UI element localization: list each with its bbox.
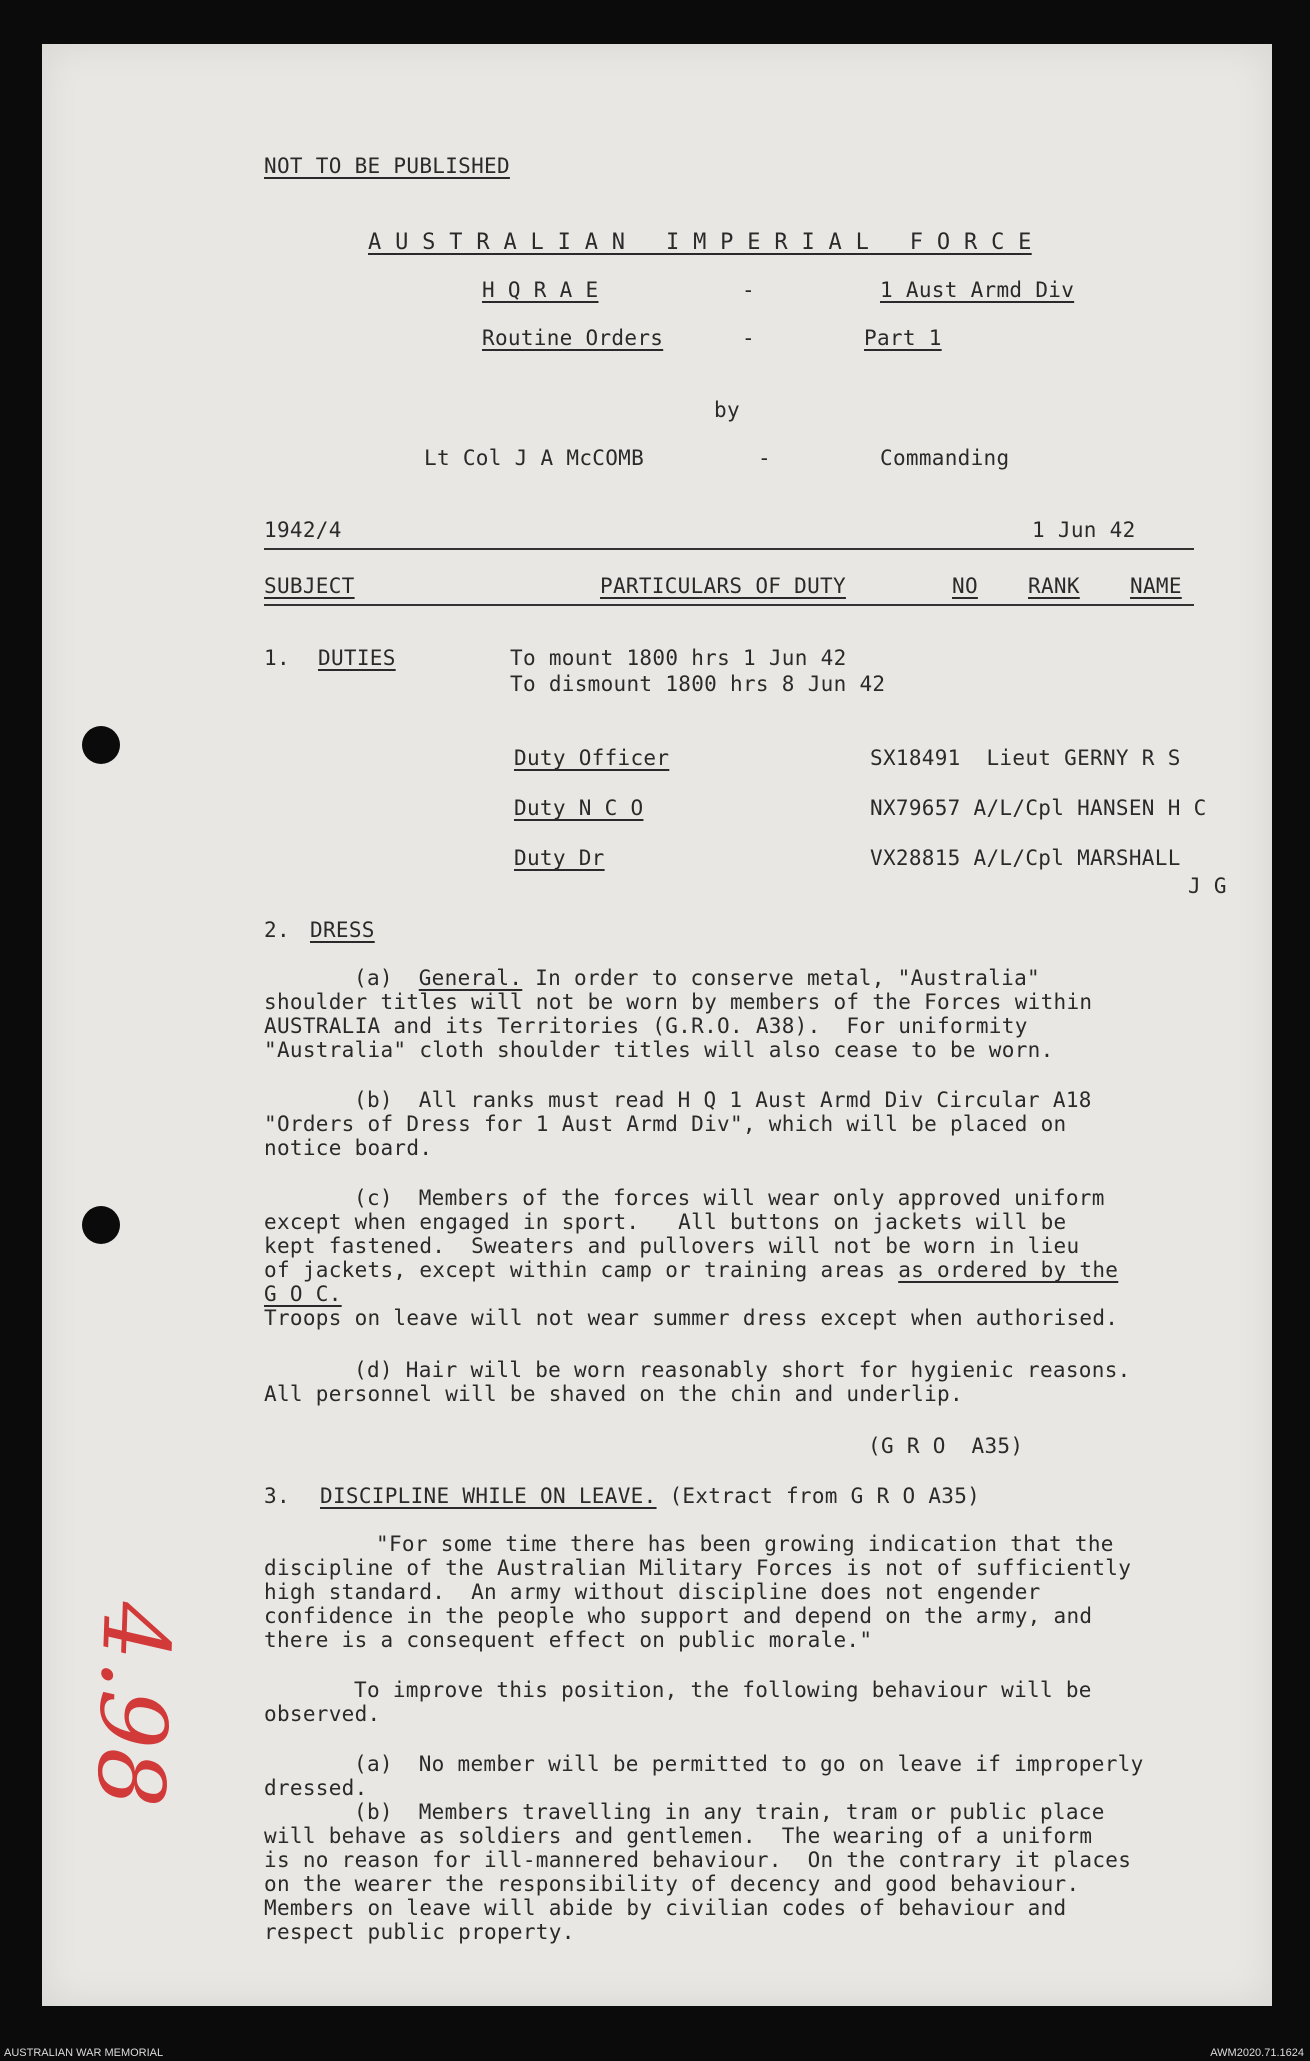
discipline-intro-line: To improve this position, the following behaviour will be [354, 1678, 1092, 1702]
discipline-quote-line: "For some time there has been growing indication that the [376, 1532, 1114, 1556]
discipline-heading: DISCIPLINE WHILE ON LEAVE. (Extract from G R O A35) [320, 1484, 981, 1508]
duties-title: DUTIES [318, 646, 396, 670]
punch-hole [82, 1206, 120, 1244]
discipline-quote-line: discipline of the Australian Military Forces is not of sufficiently [264, 1556, 1132, 1580]
dress-title: DRESS [310, 918, 375, 942]
punch-hole [82, 726, 120, 764]
dress-number: 2. [264, 918, 290, 942]
discipline-b-line: (b) Members travelling in any train, tram or public place [354, 1800, 1105, 1824]
duty-entry: VX28815 A/L/Cpl MARSHALL [870, 846, 1181, 870]
discipline-b-line: is no reason for ill-mannered behaviour. On the contrary it places [264, 1848, 1132, 1872]
dress-c-line: G O C. [264, 1282, 342, 1306]
column-name: NAME [1130, 574, 1182, 598]
discipline-quote-line: high standard. An army without discipline does not engender [264, 1580, 1041, 1604]
discipline-b-line: Members on leave will abide by civilian codes of behaviour and [264, 1896, 1067, 1920]
hq-dash: - [742, 278, 755, 302]
document-page [42, 44, 1272, 2006]
discipline-b-line: respect public property. [264, 1920, 575, 1944]
duties-dismount: To dismount 1800 hrs 8 Jun 42 [510, 672, 886, 696]
discipline-b-line: on the wearer the responsibility of decency and good behaviour. [264, 1872, 1080, 1896]
discipline-number: 3. [264, 1484, 290, 1508]
order-date: 1 Jun 42 [1032, 518, 1136, 542]
hq-division: 1 Aust Armd Div [880, 278, 1075, 302]
commander-name: Lt Col J A McCOMB [424, 446, 645, 470]
dress-c-line: Troops on leave will not wear summer dress except when authorised. [264, 1306, 1119, 1330]
columns-rule [264, 604, 1194, 606]
duty-entry: SX18491 Lieut GERNY R S [870, 746, 1181, 770]
column-subject: SUBJECT [264, 574, 355, 598]
discipline-intro-line: observed. [264, 1702, 381, 1726]
duty-role: Duty Dr [514, 846, 605, 870]
dress-c-line: except when engaged in sport. All buttons on jackets will be [264, 1210, 1067, 1234]
discipline-a-line: dressed. [264, 1776, 368, 1800]
dress-c-line: kept fastened. Sweaters and pullovers will not be worn in lieu [264, 1234, 1080, 1258]
not-published-heading: NOT TO BE PUBLISHED [264, 154, 510, 178]
header-rule [264, 548, 1194, 550]
discipline-quote-line: confidence in the people who support and depend on the army, and [264, 1604, 1093, 1628]
by-label: by [714, 398, 740, 422]
discipline-quote-line: there is a consequent effect on public morale." [264, 1628, 873, 1652]
ro-dash: - [742, 326, 755, 350]
duty-role: Duty Officer [514, 746, 670, 770]
discipline-a-line: (a) No member will be permitted to go on leave if improperly [354, 1752, 1144, 1776]
discipline-b-line: will behave as soldiers and gentlemen. The wearing of a uniform [264, 1824, 1093, 1848]
dress-a-line: (a) General. In order to conserve metal, "Australia" [354, 966, 1041, 990]
handwritten-margin-note: 4.98 [75, 1600, 190, 1809]
duty-role: Duty N C O [514, 796, 644, 820]
column-particulars: PARTICULARS OF DUTY [600, 574, 846, 598]
dress-reference: (G R O A35) [868, 1434, 1024, 1458]
dress-a-line: AUSTRALIA and its Territories (G.R.O. A38). For uniformity [264, 1014, 1028, 1038]
dress-a-line: shoulder titles will not be worn by members of the Forces within [264, 990, 1093, 1014]
routine-orders: Routine Orders [482, 326, 664, 350]
duties-number: 1. [264, 646, 290, 670]
order-number: 1942/4 [264, 518, 342, 542]
duty-entry-continuation: J G [1188, 874, 1227, 898]
column-rank: RANK [1028, 574, 1080, 598]
force-title: A U S T R A L I A N I M P E R I A L F O R C E [368, 230, 1032, 255]
duty-entry: NX79657 A/L/Cpl HANSEN H C [870, 796, 1207, 820]
duties-mount: To mount 1800 hrs 1 Jun 42 [510, 646, 847, 670]
dress-b-line: (b) All ranks must read H Q 1 Aust Armd Div Circular A18 [354, 1088, 1092, 1112]
commanding-label: Commanding [880, 446, 1010, 470]
dress-d-line: (d) Hair will be worn reasonably short for hygienic reasons. [354, 1358, 1131, 1382]
cmd-dash: - [758, 446, 771, 470]
footer-institution: AUSTRALIAN WAR MEMORIAL [4, 2047, 164, 2059]
dress-d-line: All personnel will be shaved on the chin and underlip. [264, 1382, 963, 1406]
footer-accession-number: AWM2020.71.1624 [1210, 2047, 1304, 2059]
column-no: NO [952, 574, 978, 598]
dress-b-line: "Orders of Dress for 1 Aust Armd Div", which will be placed on [264, 1112, 1067, 1136]
dress-c-line: of jackets, except within camp or training areas as ordered by the [264, 1258, 1119, 1282]
dress-a-line: "Australia" cloth shoulder titles will also cease to be worn. [264, 1038, 1054, 1062]
part-label: Part 1 [864, 326, 942, 350]
hq-unit: H Q R A E [482, 278, 599, 302]
dress-b-line: notice board. [264, 1136, 433, 1160]
dress-c-line: (c) Members of the forces will wear only approved uniform [354, 1186, 1105, 1210]
